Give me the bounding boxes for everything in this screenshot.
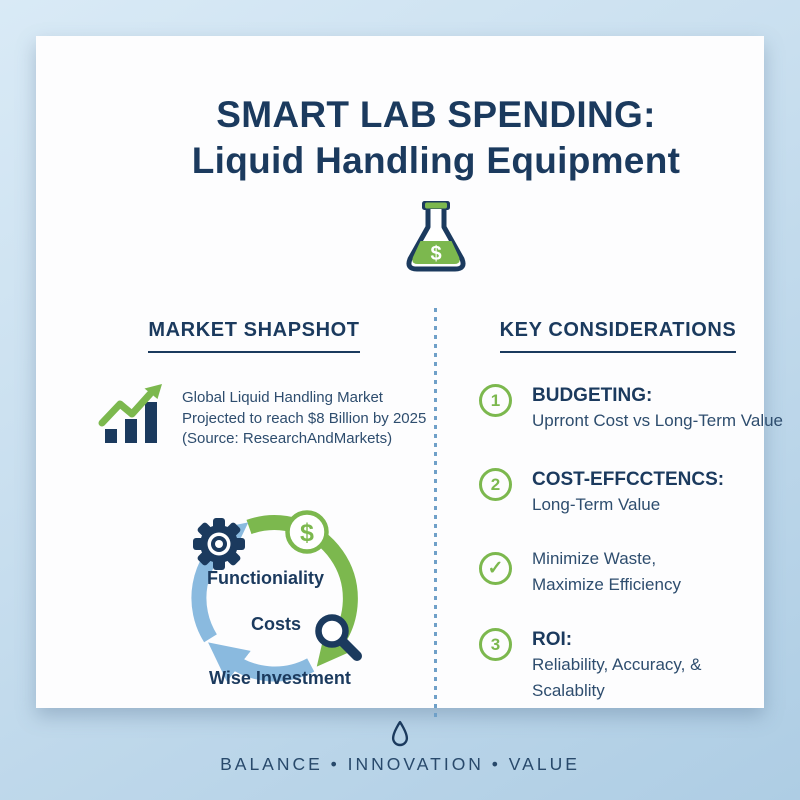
coin-dollar-symbol: $ (300, 519, 314, 547)
number-badge-2: 2 (479, 468, 512, 501)
consideration-item-roi (479, 628, 701, 704)
item-body-line2: Scalablity (532, 681, 605, 700)
cycle-label-functionality: Functioniality (207, 568, 324, 588)
dollar-coin-icon (288, 513, 327, 552)
key-considerations-header: KEY CONSIDERATIONS (436, 319, 800, 353)
market-stat-text: Global Liquid Handling Market Projected to reach $8 Billion by 2025 (Source: ResearchAndMarkets) (182, 389, 427, 447)
item-body-line1: Reliability, Accuracy, & (532, 655, 702, 674)
item-body-line2: Maximize Efficiency (532, 575, 681, 594)
dashed-divider (434, 308, 437, 720)
item-heading: ROI: (532, 629, 573, 650)
page-title-line2: Liquid Handling Equipment (191, 140, 681, 181)
consideration-item-waste (479, 546, 681, 598)
number-badge-1: 1 (479, 384, 512, 417)
item-heading: BUDGETING: (532, 385, 653, 406)
flask-dollar-symbol: $ (430, 243, 442, 265)
page-title-line1: SMART LAB SPENDING: (216, 94, 656, 135)
flask-dollar-icon (402, 199, 470, 283)
footer-tagline: BALANCE • INNOVATION • VALUE (220, 754, 580, 774)
consideration-item-cost-efficiency (479, 468, 724, 518)
item-body: Long-Term Value (532, 495, 661, 514)
item-heading: COST-EFFCCTENCS: (532, 469, 725, 490)
cycle-label-costs: Costs (251, 614, 302, 634)
checkmark-badge: ✓ (479, 552, 512, 585)
number-badge-3: 3 (479, 628, 512, 661)
market-stat (98, 382, 426, 450)
decision-cycle-diagram (163, 486, 385, 718)
infographic-card (36, 36, 784, 708)
item-body-line1: Minimize Waste, (532, 549, 657, 568)
consideration-item-budgeting (479, 384, 783, 434)
gear-icon (193, 518, 245, 570)
droplet-icon (389, 719, 411, 749)
cycle-label-wise-investment: Wise Investment (209, 668, 351, 688)
market-snapshot-header: MARKET SHAPSHOT (72, 319, 436, 353)
page-title (72, 92, 800, 184)
growth-chart-icon (98, 382, 166, 450)
item-body: Uprront Cost vs Long-Term Value (532, 411, 784, 430)
